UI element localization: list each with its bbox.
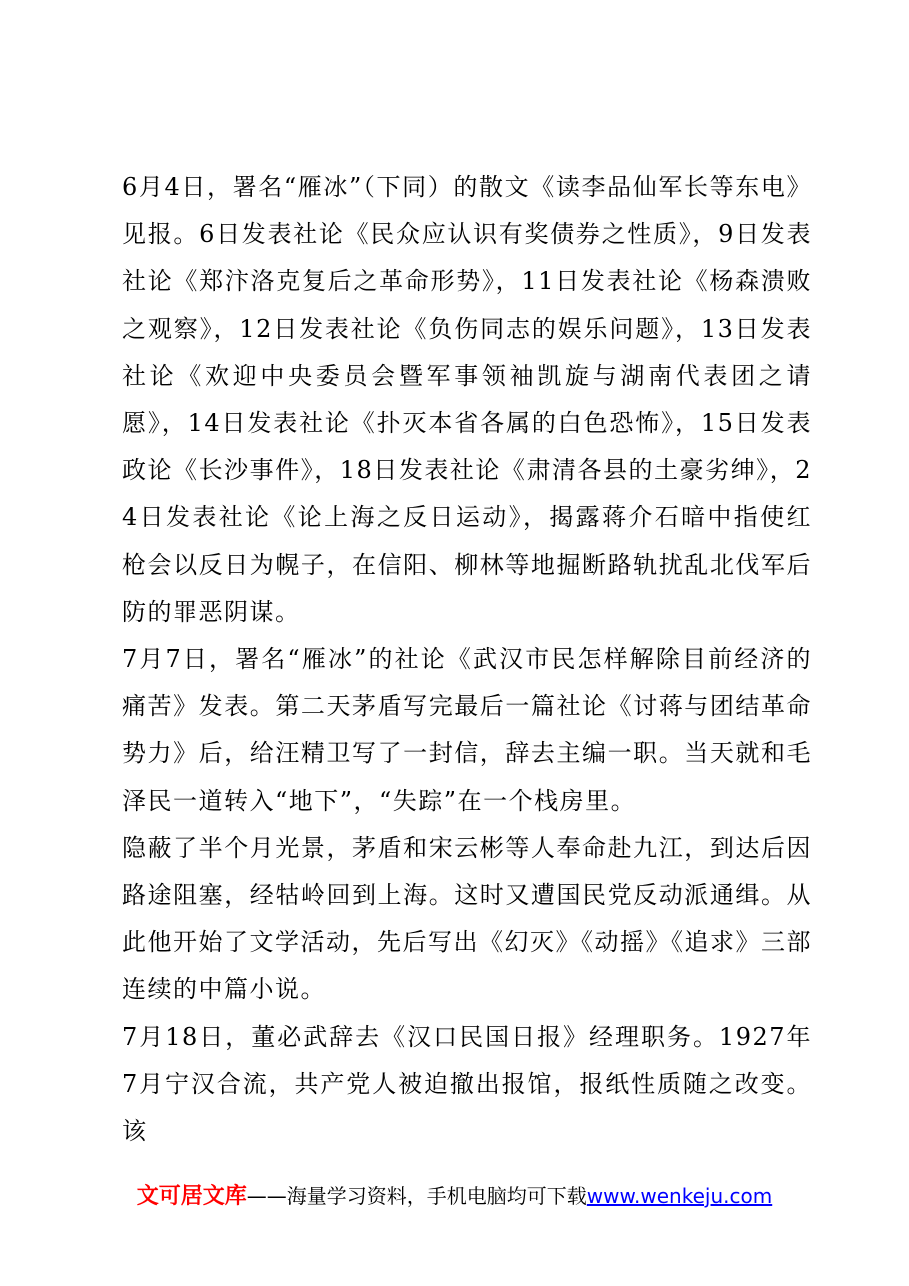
footer-brand: 文可居文库 [136,1184,247,1209]
paragraph-july-18: 7月18日，董必武辞去《汉口民国日报》经理职务。1927年7月宁汉合流，共产党人被迫撤出报馆，报纸性质随之改变。该 [122,1022,812,1146]
footer-website-link[interactable]: www.wenkeju.com [586,1184,773,1208]
paragraph-july-7: 7月7日，署名“雁冰”的社论《武汉市民怎样解除目前经济的痛苦》发表。第二天茅盾写完最后一篇社论《讨蒋与团结革命势力》后，给汪精卫写了一封信，辞去主编一职。当天就和毛泽民一道转入“地下”，“失踪”在一个栈房里。 [122,645,812,815]
paragraph-hiding: 隐蔽了半个月光景，茅盾和宋云彬等人奉命赴九江，到达后因路途阻塞，经牯岭回到上海。这时又遭国民党反动派通缉。从此他开始了文学活动，先后写出《幻灭》《动摇》《追求》三部连续的中篇小说。 [122,833,812,1004]
paragraph-june: 6月4日，署名“雁冰”（下同）的散文《读李品仙军长等东电》见报。6日发表社论《民众应认识有奖债券之性质》，9日发表社论《郑汴洛克复后之革命形势》，11日发表社论《杨森溃败之观察》，12日发表社论《负伤同志的娱乐问题》，13日发表社论《欢迎中央委员会暨军事领袖凯旋与湖南代表团之请愿》，14日发表社论《扑灭本省各属的白色恐怖》，15日发表政论《长沙事件》，18日发表社论《肃清各县的土豪劣绅》，24日发表社论《论上海之反日运动》，揭露蒋介石暗中指使红枪会以反日为幌子，在信阳、柳林等地掘断路轨扰乱北伐军后防的罪恶阴谋。 [122,173,812,626]
footer-tagline: ——海量学习资料，手机电脑均可下载 [246,1184,587,1208]
document-body [122,164,812,1155]
footer-banner [0,1181,909,1212]
